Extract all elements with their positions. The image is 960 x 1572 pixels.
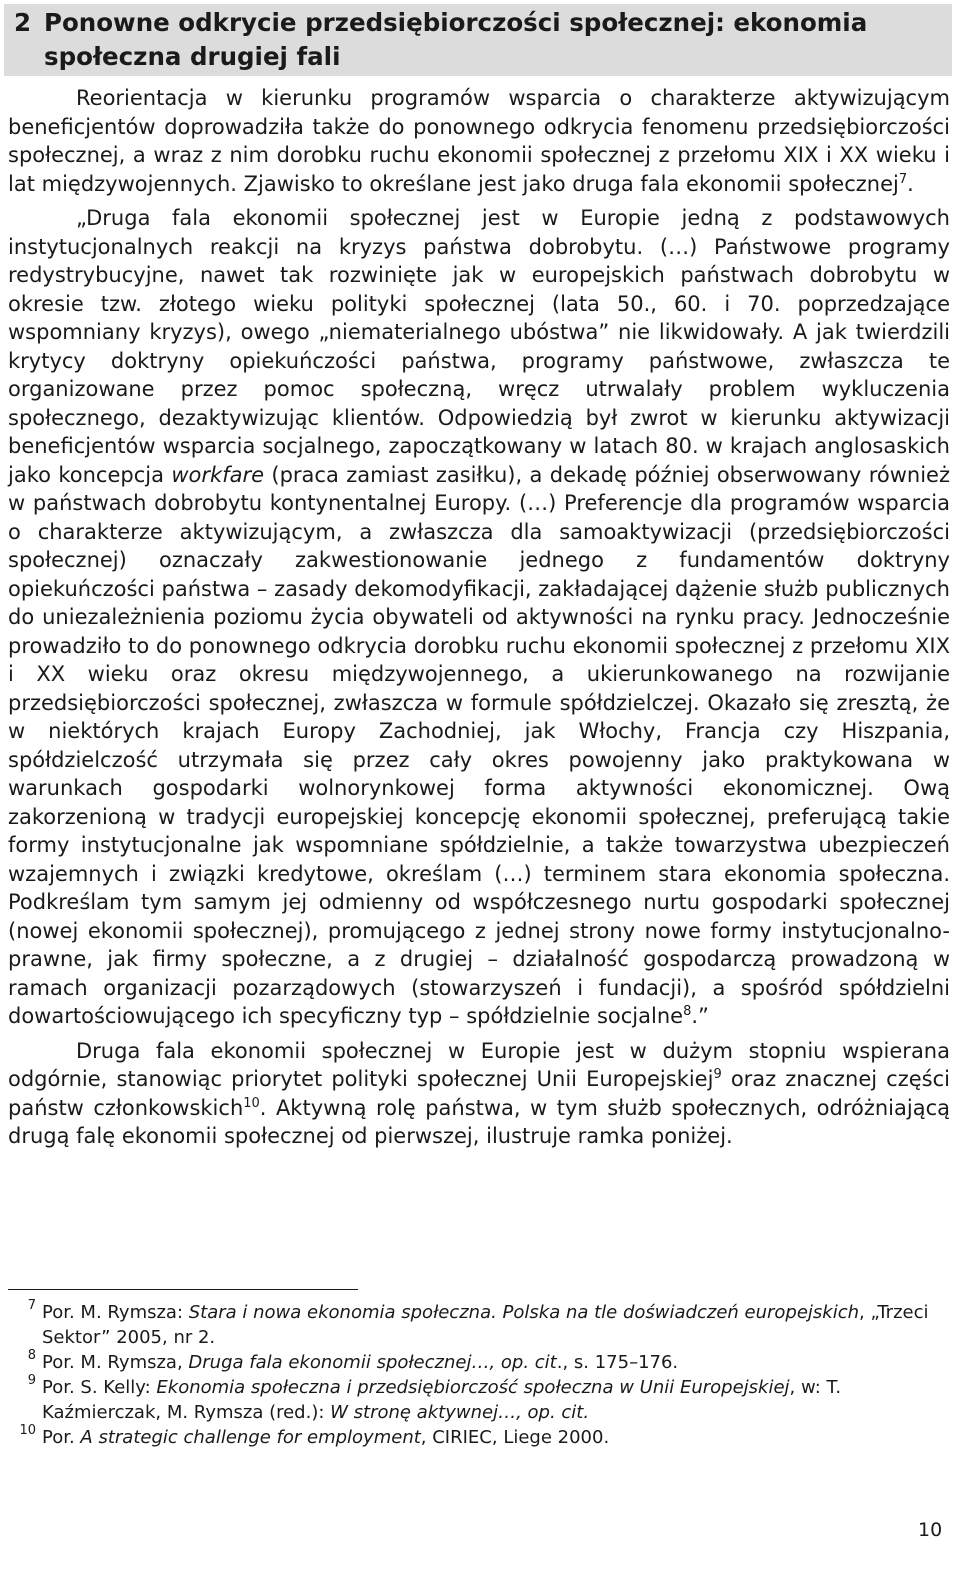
footnote-ref-9: 9 bbox=[713, 1067, 722, 1082]
paragraph-conclusion: Druga fala ekonomii społecznej w Europie jest w dużym stopniu wspierana odgórnie, stanowiąc priorytet polityki społecznej Unii Europejskiej$^9$ oraz znacznej części państw członkowskich$^{10}$. Aktywną rolę państwa, w tym służb społecznych, odróżniającą drugą falę ekonomii społecznej od pierwszej, ilustruje ramka poniżej. bbox=[8, 1038, 950, 1148]
footnote-7: 7 Por. M. Rymsza: Stara i nowa ekonomia społeczna. Polska na tle doświadczeń europejskich, „Trzeci Sektor” 2005, nr 2. bbox=[8, 1300, 950, 1350]
paragraph-intro: Reorientacja w kierunku programów wsparcia o charakterze aktywizującym beneficjentów doprowadziła także do ponownego odkrycia fenomenu przedsiębiorczości społecznej, a wraz z nim dorobku ruchu ekonomii społecznej z przełomu XIX i XX wieku i lat międzywojennych. Zjawisko to określane jest jako druga fala ekonomii społecznej$^7$. bbox=[8, 86, 950, 196]
footnote-number: 10 bbox=[19, 1423, 36, 1438]
section-title: Ponowne odkrycie przedsiębiorczości społecznej: ekonomia społeczna drugiej fali bbox=[44, 8, 868, 71]
footnote-number: 8 bbox=[27, 1348, 36, 1363]
block-quote: „Druga fala ekonomii społecznej jest w Europie jedną z podstawowych instytucjonalnych reakcji na kryzys państwa dobrobytu. (…) Państwowe programy redystrybucyjne, nawet tak rozwinięte jak w europejskich państwach dobrobytu w okresie tzw. złotego wieku polityki społecznej (lata 50., 60. i 70. poprzedzające wspomniany kryzys), owego „niematerialnego ubóstwa” nie likwidowały. A jak twierdzili krytycy doktryny opiekuńczości państwa, programy państwowe, zwłaszcza te organizowane przez pomoc społeczną, wręcz utrwalały problem wykluczenia społecznego, dezaktywizując klientów. Odpowiedzią był zwrot w kierunku aktywizacji beneficjentów wsparcia socjalnego, zapoczątkowany w latach 80. w krajach anglosaskich jako koncepcja workfare (praca zamiast zasiłku), a dekadę później obserwowany również w państwach dobrobytu kontynentalnej Europy. (…) Preferencje dla programów wsparcia o charakterze aktywizującym, a zwłaszcza dla samoaktywizacji (przedsiębiorczości społecznej) oznaczały zakwestionowanie jednego z fundamentów doktryny opiekuńczości państwa – zasady dekomodyfikacji, zakładającej dążenie służb publicznych do uniezależnienia poziomu życia obywateli od aktywności na rynku pracy. Jednocześnie prowadziło to do ponownego odkrycia dorobku ruchu ekonomii społecznej z przełomu XIX i XX wieku oraz okresu międzywojennego, a ukierunkowanego na rozwijanie przedsiębiorczości społecznej, zwłaszcza w formule spółdzielczej. Okazało się zresztą, że w niektórych krajach Europy Zachodniej, jak Włochy, Francja czy Hiszpania, spółdzielczość utrzymała się przez cały okres powojenny jako praktykowana w warunkach gospodarki wolnorynkowej forma aktywności ekonomicznej. Ową zakorzenioną w tradycji europejskiej koncepcję ekonomii społecznej, preferującą takie formy instytucjonalne jak wspomniane spółdzielnie, a także towarzystwa ubezpieczeń wzajemnych i związki kredytowe, określam (…) terminem stara ekonomia społeczna. Podkreślam tym samym jej odmienny od współczesnego nurtu gospodarki społecznej (nowej ekonomii społecznej), promującego z jednej strony nowe formy instytucjonalno-prawne, jak firmy społeczne, a z drugiej – działalność gospodarczą prowadzoną w ramach organizacji pozarządowych (stowarzyszeń i fundacji), a spośród spółdzielni dowartościowującego ich specyficzny typ – spółdzielnie socjalne$^8$.” bbox=[8, 206, 950, 1028]
section-number: 2 bbox=[14, 8, 32, 37]
footnote-ref-10: 10 bbox=[243, 1095, 260, 1111]
section-heading bbox=[4, 4, 952, 76]
footnote-8: 8 Por. M. Rymsza, Druga fala ekonomii społecznej…, op. cit., s. 175–176. bbox=[8, 1350, 950, 1375]
footnote-10: 10 Por. A strategic challenge for employment, CIRIEC, Liege 2000. bbox=[8, 1425, 950, 1450]
footnote-ref-7: 7 bbox=[898, 171, 908, 187]
page-number: 10 bbox=[918, 1519, 943, 1541]
footnote-ref-8: 8 bbox=[683, 1004, 692, 1019]
footnote-9: 9 Por. S. Kelly: Ekonomia społeczna i przedsiębiorczość społeczna w Unii Europejskiej, w: T. Kaźmierczak, M. Rymsza (red.): W stronę aktywnej…, op. cit. bbox=[8, 1375, 950, 1425]
footnote-number: 7 bbox=[27, 1298, 36, 1313]
footnote-number: 9 bbox=[27, 1373, 36, 1388]
main-text bbox=[8, 84, 950, 1157]
footnote-divider bbox=[8, 1289, 358, 1290]
footnotes bbox=[8, 1300, 950, 1450]
